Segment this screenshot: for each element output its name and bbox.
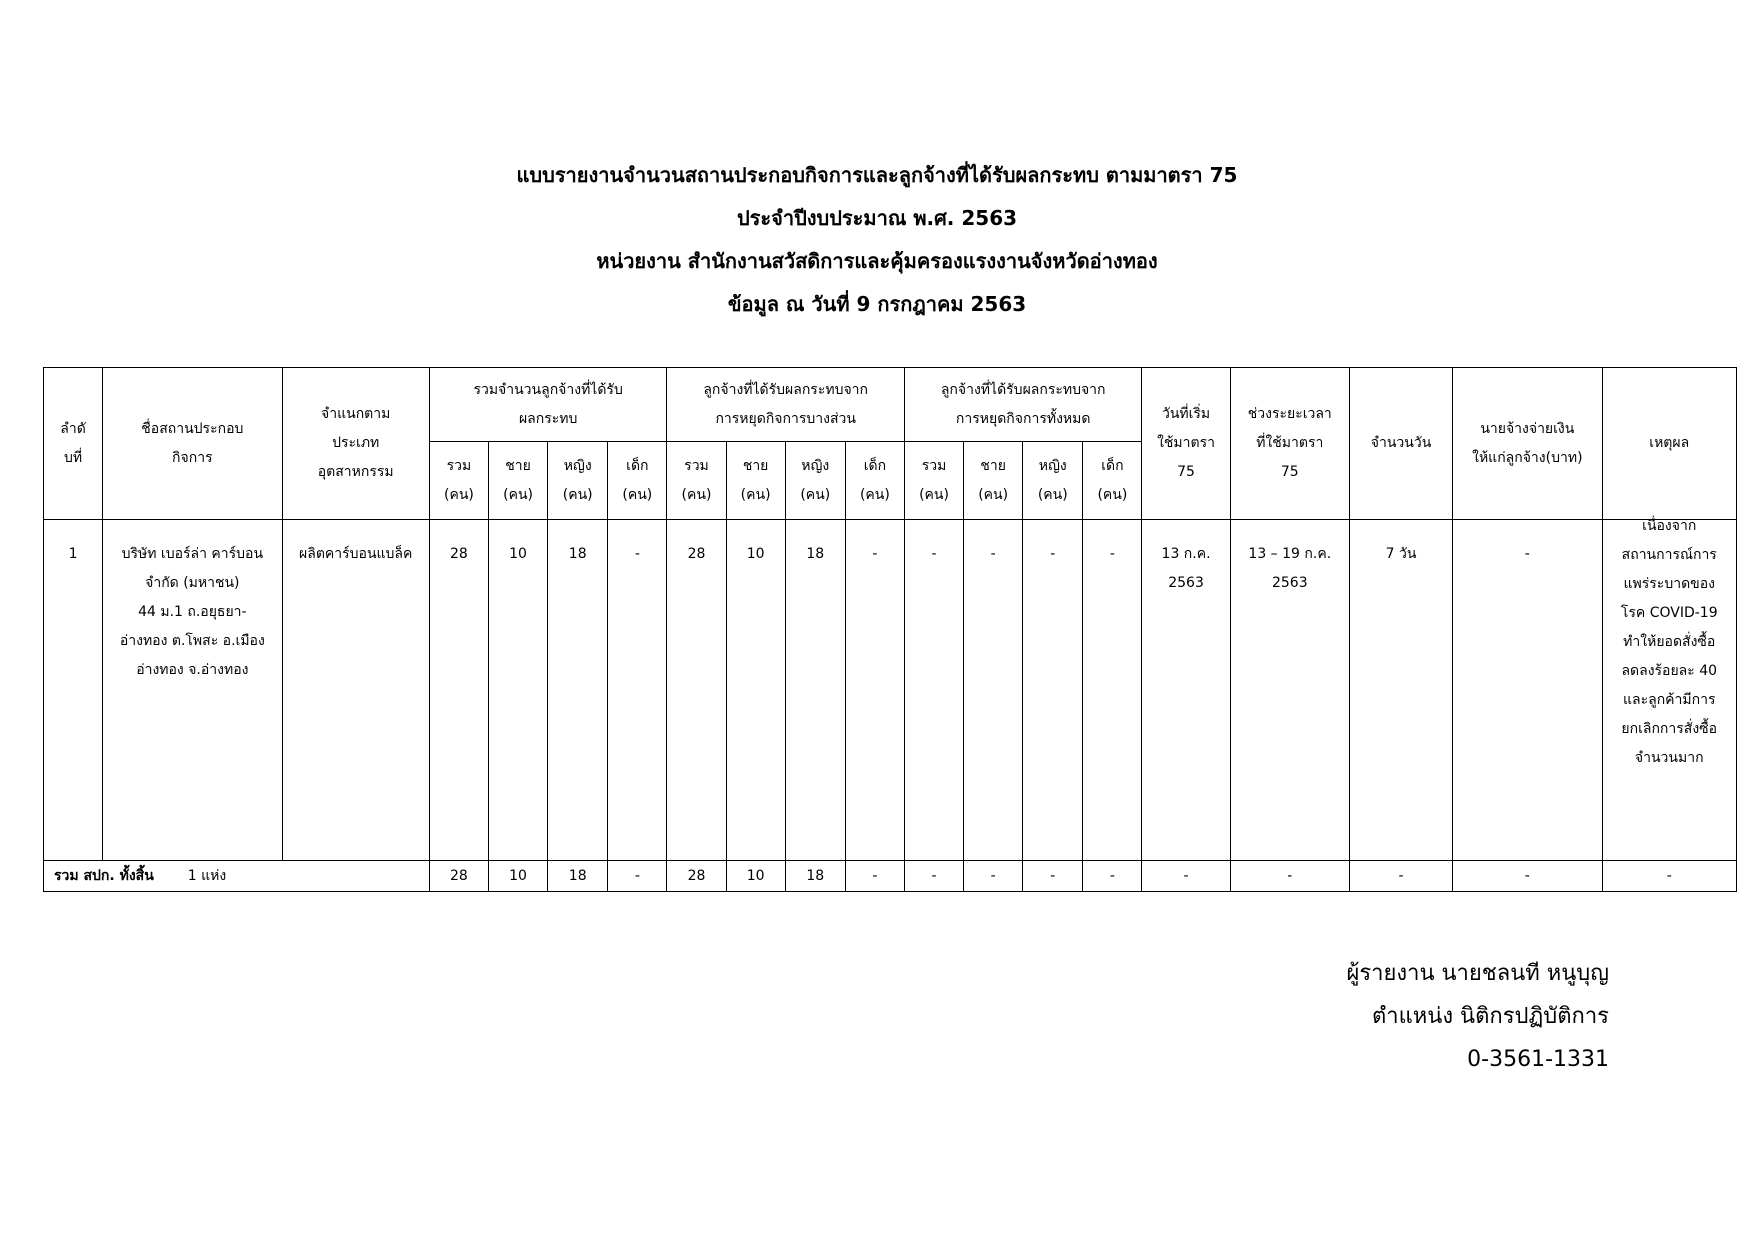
cell-full-child: - (1083, 520, 1142, 861)
header-start: วันที่เริ่ม ใช้มาตรา 75 (1142, 368, 1230, 520)
header-industry: จำแนกตาม ประเภท อุตสาหกรรม (282, 368, 429, 520)
cell-pay: - (1453, 520, 1602, 861)
sum-total-total: 28 (429, 861, 488, 892)
cell-total-female: 18 (548, 520, 608, 861)
sub-full-total: รวม (คน) (904, 442, 963, 520)
header-name: ชื่อสถานประกอบ กิจการ (103, 368, 282, 520)
title-line-2: ประจำปีงบประมาณ พ.ศ. 2563 (736, 206, 1018, 230)
summary-count: 1 แห่ง (187, 868, 227, 884)
reporter-name: ผู้รายงาน นายชลนที หนูบุญ (1346, 961, 1609, 986)
cell-partial-male: 10 (726, 520, 785, 861)
header-group-total: รวมจำนวนลูกจ้างที่ได้รับ ผลกระทบ (429, 368, 667, 442)
sum-full-male: - (964, 861, 1023, 892)
sum-partial-male: 10 (726, 861, 785, 892)
cell-partial-child: - (845, 520, 904, 861)
sub-total-female: หญิง (คน) (548, 442, 608, 520)
title-line-3: หน่วยงาน สำนักงานสวัสดิการและคุ้มครองแรงงานจังหวัดอ่างทอง (596, 249, 1158, 273)
cell-partial-total: 28 (667, 520, 726, 861)
header-seq: ลำดั บที่ (44, 368, 103, 520)
sum-reason: - (1602, 861, 1737, 892)
signature-block (1346, 952, 1609, 1081)
sum-partial-child: - (845, 861, 904, 892)
sum-partial-total: 28 (667, 861, 726, 892)
header-reason: เหตุผล (1602, 368, 1737, 520)
sum-total-male: 10 (489, 861, 548, 892)
cell-total-total: 28 (429, 520, 488, 861)
sub-partial-female: หญิง (คน) (785, 442, 845, 520)
sum-period: - (1230, 861, 1349, 892)
title-line-1: แบบรายงานจำนวนสถานประกอบกิจการและลูกจ้างที่ได้รับผลกระทบ ตามมาตรา 75 (516, 163, 1238, 187)
header-group-partial: ลูกจ้างที่ได้รับผลกระทบจาก การหยุดกิจการบางส่วน (667, 368, 905, 442)
header-pay: นายจ้างจ่ายเงิน ให้แก่ลูกจ้าง(บาท) (1453, 368, 1602, 520)
cell-partial-female: 18 (785, 520, 845, 861)
sum-total-child: - (608, 861, 667, 892)
header-row-1 (44, 368, 1737, 442)
cell-full-total: - (904, 520, 963, 861)
sub-partial-total: รวม (คน) (667, 442, 726, 520)
sub-total-child: เด็ก (คน) (608, 442, 667, 520)
sub-total-male: ชาย (คน) (489, 442, 548, 520)
sum-full-child: - (1083, 861, 1142, 892)
sub-partial-male: ชาย (คน) (726, 442, 785, 520)
reporter-phone: 0-3561-1331 (1467, 1047, 1609, 1072)
cell-start: 13 ก.ค. 2563 (1142, 520, 1230, 861)
report-table (43, 367, 1737, 892)
cell-reason: เนื่องจาก สถานการณ์การ แพร่ระบาดของ โรค COVID-19 ทำให้ยอดสั่งซื้อ ลดลงร้อยละ 40 และลูกค้ามีการ ยกเลิกการสั่งซื้อ จำนวนมาก (1602, 520, 1737, 861)
cell-industry: ผลิตคาร์บอนแบล็ค (282, 520, 429, 861)
report-titles (0, 154, 1754, 326)
cell-days: 7 วัน (1349, 520, 1452, 861)
sum-total-female: 18 (548, 861, 608, 892)
cell-full-male: - (964, 520, 1023, 861)
cell-period: 13 – 19 ก.ค. 2563 (1230, 520, 1349, 861)
sum-full-female: - (1023, 861, 1083, 892)
header-period: ช่วงระยะเวลา ที่ใช้มาตรา 75 (1230, 368, 1349, 520)
cell-seq: 1 (44, 520, 103, 861)
sum-days: - (1349, 861, 1452, 892)
sub-full-male: ชาย (คน) (964, 442, 1023, 520)
sum-pay: - (1453, 861, 1602, 892)
summary-label: รวม สปก. ทั้งสิ้น 1 แห่ง (44, 861, 430, 892)
sub-full-female: หญิง (คน) (1023, 442, 1083, 520)
sum-full-total: - (904, 861, 963, 892)
table-row (44, 520, 1737, 861)
cell-full-female: - (1023, 520, 1083, 861)
sub-total-total: รวม (คน) (429, 442, 488, 520)
reporter-position: ตำแหน่ง นิติกรปฏิบัติการ (1371, 1004, 1609, 1029)
cell-total-male: 10 (489, 520, 548, 861)
header-group-full: ลูกจ้างที่ได้รับผลกระทบจาก การหยุดกิจการทั้งหมด (904, 368, 1142, 442)
cell-name: บริษัท เบอร์ล่า คาร์บอน จำกัด (มหาชน) 44 ม.1 ถ.อยุธยา- อ่างทอง ต.โพสะ อ.เมือง อ่างทอง จ.อ่างทอง (103, 520, 282, 861)
header-days: จำนวนวัน (1349, 368, 1452, 520)
sum-start: - (1142, 861, 1230, 892)
summary-row (44, 861, 1737, 892)
sum-partial-female: 18 (785, 861, 845, 892)
title-line-4: ข้อมูล ณ วันที่ 9 กรกฎาคม 2563 (727, 292, 1027, 316)
sub-full-child: เด็ก (คน) (1083, 442, 1142, 520)
sub-partial-child: เด็ก (คน) (845, 442, 904, 520)
cell-total-child: - (608, 520, 667, 861)
